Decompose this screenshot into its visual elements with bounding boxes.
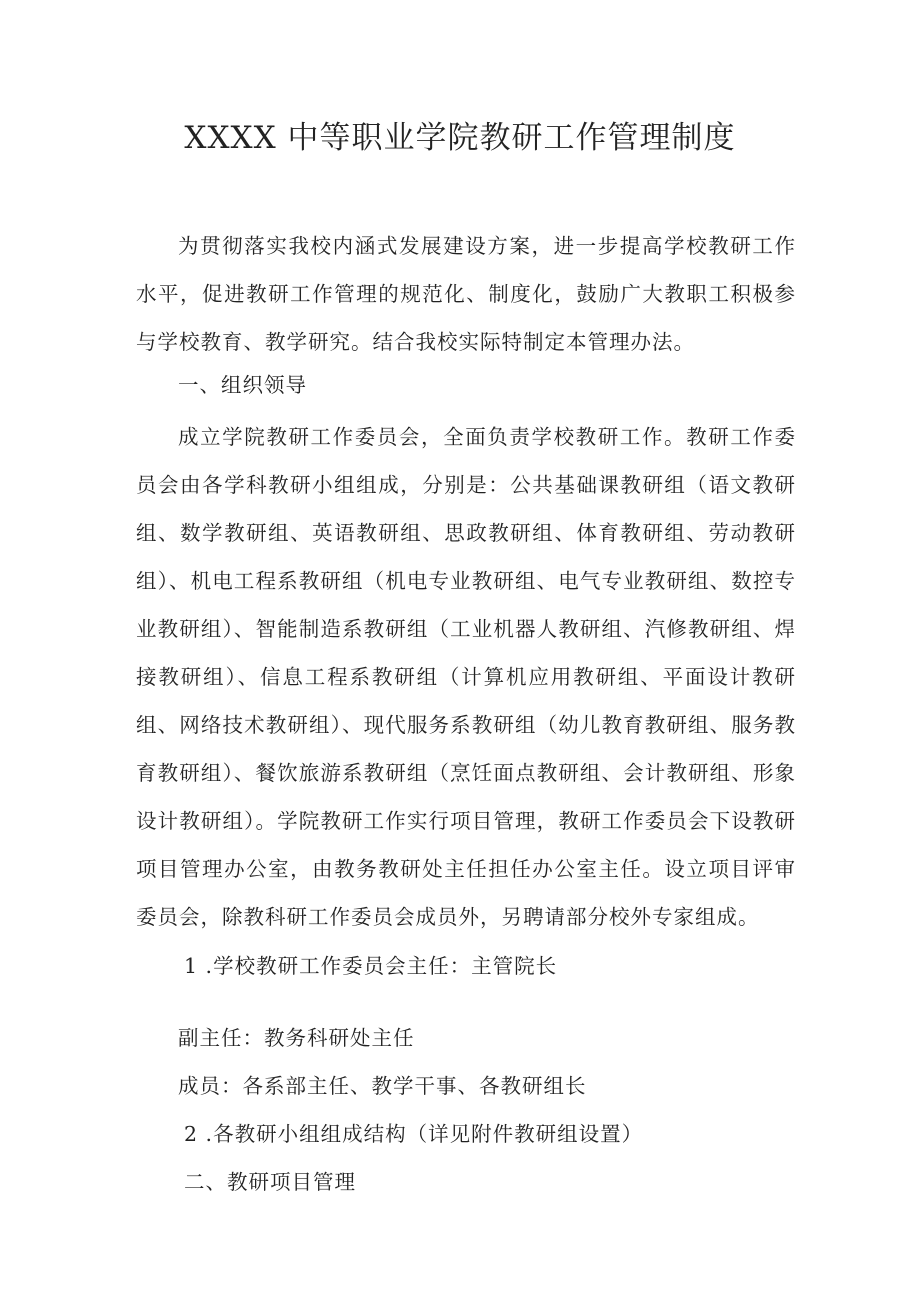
committee-director-item: 1 .学校教研工作委员会主任：主管院长 [184, 954, 558, 978]
organization-paragraph: 成立学院教研工作委员会，全面负责学校教研工作。教研工作委员会由各学科教研小组组成，分别是：公共基础课教研组（语文教研组、数学教研组、英语教研组、思政教研组、体育教研组、劳动教研组）、机电工程系教研组（机电专业教研组、电气专业教研组、数控专业教研组）、智能制造系教研组（工业机器人教研组、汽修教研组、焊接教研组）、信息工程系教研组（计算机应用教研组、平面设计教研组、网络技术教研组）、现代服务系教研组（幼儿教育教研组、服务教育教研组）、餐饮旅游系教研组（烹饪面点教研组、会计教研组、形象设计教研组）。学院教研工作实行项目管理，教研工作委员会下设教研项目管理办公室，由教务教研处主任担任办公室主任。设立项目评审委员会，除教科研工作委员会成员外，另聘请部分校外专家组成。 [136, 425, 796, 929]
intro-paragraph: 为贯彻落实我校内涵式发展建设方案，进一步提高学校教研工作水平，促进教研工作管理的规范化、制度化，鼓励广大教职工积极参与学校教育、教学研究。结合我校实际特制定本管理办法。 [136, 234, 796, 354]
section-heading-organization: 一、组织领导 [178, 373, 307, 397]
document-title: XXXX 中等职业学院教研工作管理制度 [184, 120, 736, 156]
committee-vice-director: 副主任：教务科研处主任 [178, 1026, 415, 1050]
group-structure-item: 2 .各教研小组组成结构（详见附件教研组设置） [184, 1122, 644, 1146]
committee-members: 成员：各系部主任、教学干事、各教研组长 [178, 1074, 587, 1098]
section-heading-project-management: 二、教研项目管理 [184, 1170, 356, 1194]
